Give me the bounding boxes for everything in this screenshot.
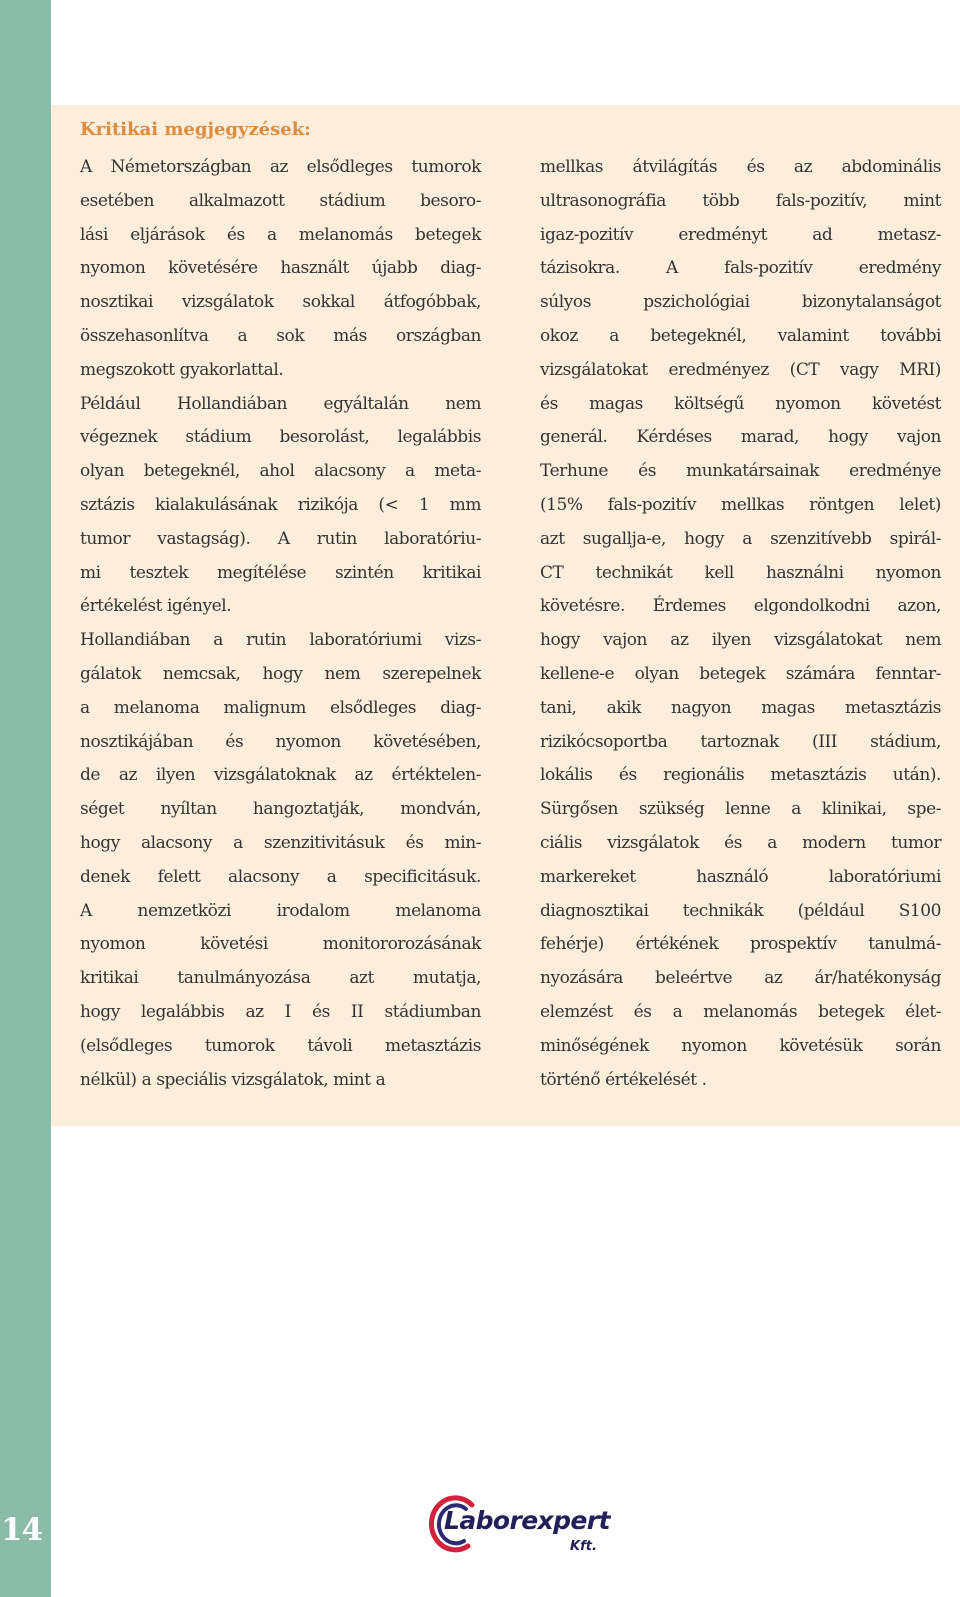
text-line: követésre. Érdemes elgondolkodni azon,	[540, 596, 941, 617]
text-line: nosztikai vizsgálatok sokkal átfogóbbak,	[80, 292, 481, 313]
text-line: nélkül) a speciális vizsgálatok, mint a	[80, 1069, 386, 1090]
text-line: nosztikájában és nyomon követésében,	[80, 731, 481, 752]
text-line: okoz a betegeknél, valamint további	[540, 325, 941, 346]
text-line: denek felett alacsony a specificitásuk.	[80, 866, 481, 887]
text-line: és magas költségű nyomon követést	[540, 393, 941, 414]
text-line: minőségének nyomon követésük során	[540, 1035, 941, 1056]
text-line: sztázis kialakulásának rizikója (< 1 mm	[80, 494, 481, 515]
text-line: ciális vizsgálatok és a modern tumor	[540, 832, 941, 853]
text-line: (15% fals-pozitív mellkas röntgen lelet)	[540, 494, 941, 515]
text-line: Terhune és munkatársainak eredménye	[540, 461, 941, 482]
text-line: séget nyíltan hangoztatják, mondván,	[80, 799, 481, 820]
text-line: fehérje) értékének prospektív tanulmá-	[540, 934, 941, 955]
text-line: lási eljárások és a melanomás betegek	[80, 224, 481, 245]
text-line: esetében alkalmazott stádium besoro-	[80, 190, 481, 211]
text-line: Sürgősen szükség lenne a klinikai, spe-	[540, 799, 941, 820]
text-line: történő értékelését .	[540, 1069, 707, 1090]
text-line: megszokott gyakorlattal.	[80, 359, 284, 380]
text-line: olyan betegeknél, ahol alacsony a meta-	[80, 461, 481, 482]
logo-company-suffix: Kft.	[570, 1539, 597, 1554]
text-line: igaz-pozitív eredményt ad metasz-	[540, 224, 941, 245]
text-line: értékelést igényel.	[80, 596, 232, 617]
text-line: diagnosztikai technikák (például S100	[540, 900, 941, 921]
text-line: tumor vastagság). A rutin laboratóriu-	[80, 528, 481, 549]
text-line: CT technikát kell használni nyomon	[540, 562, 941, 583]
text-line: mi tesztek megítélése szintén kritikai	[80, 562, 481, 583]
text-line: hogy legalábbis az I és II stádiumban	[80, 1001, 481, 1022]
text-line: hogy alacsony a szenzitivitásuk és min-	[80, 832, 481, 853]
right-text-column	[540, 151, 941, 1097]
page-number: 14	[1, 1512, 43, 1548]
text-line: azt sugallja-e, hogy a szenzitívebb spirál-	[540, 528, 941, 549]
text-line: kritikai tanulmányozása azt mutatja,	[80, 968, 481, 989]
text-line: a melanoma malignum elsődleges diag-	[80, 697, 481, 718]
text-line: nyozására beleértve az ár/hatékonyság	[540, 968, 941, 989]
logo-wordmark: Laborexpert	[444, 1506, 610, 1535]
text-line: (elsődleges tumorok távoli metasztázis	[80, 1035, 481, 1056]
side-bar	[0, 0, 51, 1597]
text-line: tani, akik nagyon magas metasztázis	[540, 697, 941, 718]
text-line: végeznek stádium besorolást, legalábbis	[80, 427, 481, 448]
text-line: markereket használó laboratóriumi	[540, 866, 941, 887]
text-line: elemzést és a melanomás betegek élet-	[540, 1001, 941, 1022]
critical-notes-heading: Kritikai megjegyzések:	[80, 119, 311, 140]
text-line: generál. Kérdéses marad, hogy vajon	[540, 427, 941, 448]
text-line: tázisokra. A fals-pozitív eredmény	[540, 258, 941, 279]
laborexpert-logo	[428, 1495, 608, 1565]
left-text-column	[80, 151, 481, 1097]
text-line: A Németországban az elsődleges tumorok	[80, 157, 481, 177]
text-line: nyomon követésére használt újabb diag-	[80, 258, 481, 279]
text-line: rizikócsoportba tartoznak (III stádium,	[540, 731, 941, 752]
text-line: mellkas átvilágítás és az abdominális	[540, 157, 941, 177]
text-line: nyomon követési monitororozásának	[80, 934, 481, 955]
text-line: A nemzetközi irodalom melanoma	[80, 900, 481, 921]
text-line: Például Hollandiában egyáltalán nem	[80, 393, 481, 414]
text-line: súlyos pszichológiai bizonytalanságot	[540, 292, 941, 313]
text-line: Hollandiában a rutin laboratóriumi vizs-	[80, 630, 481, 651]
text-line: kellene-e olyan betegek számára fenntar-	[540, 663, 941, 684]
text-line: gálatok nemcsak, hogy nem szerepelnek	[80, 663, 481, 684]
text-line: összehasonlítva a sok más országban	[80, 325, 481, 346]
text-line: vizsgálatokat eredményez (CT vagy MRI)	[540, 359, 941, 380]
text-line: ultrasonográfia több fals-pozitív, mint	[540, 190, 941, 211]
text-line: hogy vajon az ilyen vizsgálatokat nem	[540, 630, 941, 651]
text-line: lokális és regionális metasztázis után).	[540, 765, 941, 786]
text-line: de az ilyen vizsgálatoknak az értéktelen-	[80, 765, 481, 786]
